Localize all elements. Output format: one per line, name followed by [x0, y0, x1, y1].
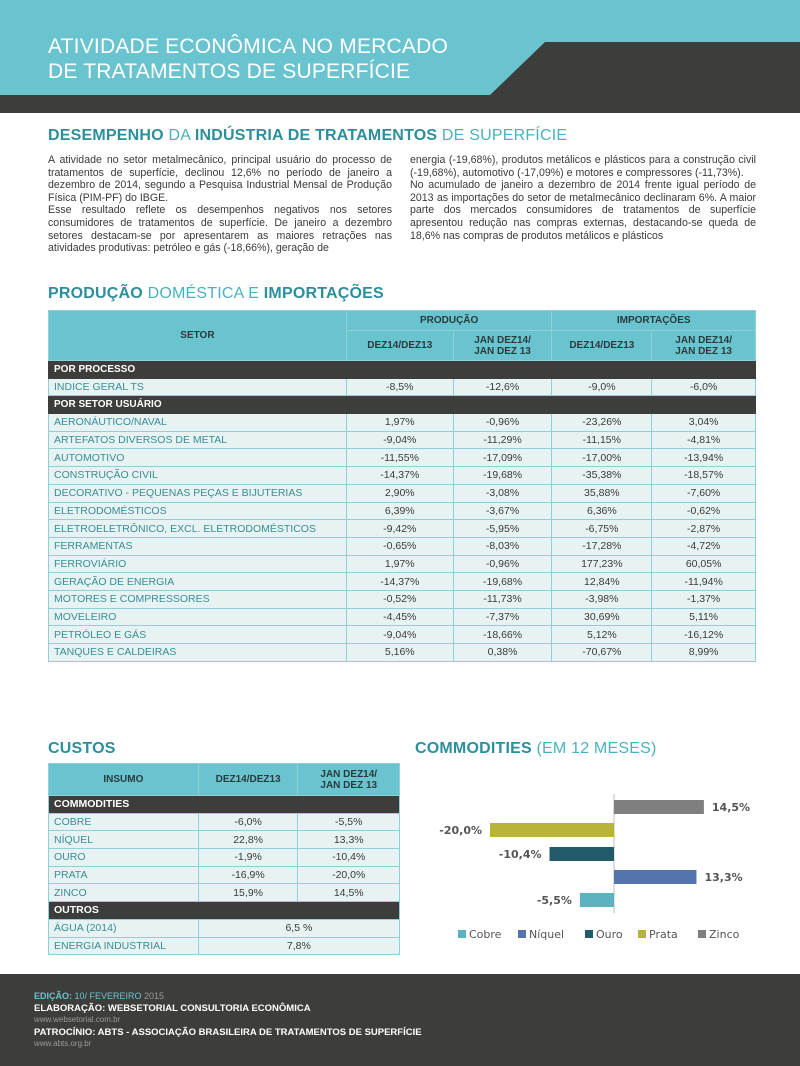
table-cell: 35,88% [552, 484, 652, 502]
row-label: INDICE GERAL TS [49, 378, 347, 396]
title-part: DA [163, 127, 195, 144]
table-row [49, 449, 756, 467]
group-row [49, 902, 400, 920]
table-row [49, 644, 756, 662]
table-cell: 5,11% [652, 608, 756, 626]
table-cell: -1,37% [652, 590, 756, 608]
table-cell: -20,0% [298, 866, 400, 884]
table-cell: -0,65% [346, 537, 453, 555]
header-line: JAN DEZ14/ [320, 768, 378, 780]
table-cell: -3,67% [453, 502, 552, 520]
table-cell: -70,67% [552, 644, 652, 662]
footer-patrocinio: PATROCÍNIO: ABTS - ASSOCIAÇÃO BRASILEIRA DE TRATAMENTOS DE SUPERFÍCIE [34, 1027, 422, 1038]
table-cell: -18,66% [453, 626, 552, 644]
table-cell: -11,55% [346, 449, 453, 467]
table-cell: 2,90% [346, 484, 453, 502]
title-part: PRODUÇÃO [48, 285, 143, 302]
table-cell: -13,94% [652, 449, 756, 467]
col-header-jan [652, 331, 756, 361]
legend-swatch [638, 930, 646, 938]
table-cell: 0,38% [453, 644, 552, 662]
legend-swatch [458, 930, 466, 938]
footer-patrocinio-link[interactable]: www.abts.org.br [34, 1039, 92, 1048]
row-label: PRATA [49, 866, 199, 884]
table-cell: 60,05% [652, 555, 756, 573]
table-cell: -14,37% [346, 573, 453, 591]
row-label: AERONÁUTICO/NAVAL [49, 414, 347, 432]
row-label: PETRÓLEO E GÁS [49, 626, 347, 644]
row-label: AUTOMOTIVO [49, 449, 347, 467]
table-cell: 22,8% [198, 831, 298, 849]
col-header-jan [298, 764, 400, 796]
table-row [49, 626, 756, 644]
col-header-dez: DEZ14/DEZ13 [346, 331, 453, 361]
col-header-dez: DEZ14/DEZ13 [198, 764, 298, 796]
table-row [49, 502, 756, 520]
legend-label: Prata [649, 928, 678, 941]
group-row [49, 396, 756, 414]
table-cell: -4,45% [346, 608, 453, 626]
page-title-line2: DE TRATAMENTOS DE SUPERFÍCIE [48, 60, 411, 83]
row-label: ZINCO [49, 884, 199, 902]
table-cell: -12,6% [453, 378, 552, 396]
row-label: ELETROELETRÔNICO, EXCL. ELETRODOMÉSTICOS [49, 520, 347, 538]
header-line: JAN DEZ 13 [320, 779, 378, 791]
table-row [49, 484, 756, 502]
section-title-desempenho [48, 127, 567, 145]
table-cell: 5,12% [552, 626, 652, 644]
table-row [49, 537, 756, 555]
bar-prata [490, 823, 614, 837]
table-cell: -7,37% [453, 608, 552, 626]
row-label: GERAÇÃO DE ENERGIA [49, 573, 347, 591]
row-label: FERRAMENTAS [49, 537, 347, 555]
group-label: OUTROS [49, 902, 400, 920]
table-cell: -35,38% [552, 467, 652, 485]
table-cell: 14,5% [298, 884, 400, 902]
table-cell: -9,04% [346, 626, 453, 644]
table-cell: 6,5 % [198, 919, 399, 937]
edition-year: 2015 [141, 991, 165, 1001]
table-cell: -17,28% [552, 537, 652, 555]
table-row [49, 414, 756, 432]
group-label: POR SETOR USUÁRIO [49, 396, 756, 414]
table-cell: -4,72% [652, 537, 756, 555]
table-row [49, 467, 756, 485]
commodities-bar-chart [410, 770, 770, 950]
title-part: COMMODITIES [415, 740, 532, 757]
table-cell: -9,04% [346, 431, 453, 449]
group-label: COMMODITIES [49, 796, 400, 814]
edition-value: 10/ FEVEREIRO [72, 991, 142, 1001]
intro-column-1 [48, 154, 392, 255]
table-row [49, 849, 400, 867]
table-cell: -3,08% [453, 484, 552, 502]
table-cell: 30,69% [552, 608, 652, 626]
legend-label: Zinco [709, 928, 740, 941]
table-cell: -4,81% [652, 431, 756, 449]
paragraph: Esse resultado reflete os desempenhos negativos nos setores consumidores de tratamentos de superfície. De janeiro a dezembro setores destacam-se por apresentarem as maiores retrações nas atividades produtivas: petróleo e gás (-18,66%), geração de [48, 204, 392, 255]
title-part: INDÚSTRIA DE TRATAMENTOS [194, 127, 438, 144]
table-cell: -6,75% [552, 520, 652, 538]
page-title [48, 34, 448, 84]
intro-column-2 [410, 154, 756, 242]
table-cell: 177,23% [552, 555, 652, 573]
data-label: -5,5% [536, 894, 572, 907]
row-label: NÍQUEL [49, 831, 199, 849]
table-cell: -11,29% [453, 431, 552, 449]
legend-swatch [698, 930, 706, 938]
row-label: MOTORES E COMPRESSORES [49, 590, 347, 608]
title-part: DOMÉSTICA E [142, 285, 264, 302]
table-row [49, 378, 756, 396]
data-label: 14,5% [711, 801, 751, 814]
col-header-importacoes: IMPORTAÇÕES [552, 311, 756, 331]
paragraph: No acumulado de janeiro a dezembro de 2014 frente igual período de 2013 as importações do setor de metalmecânico declinaram 6%. A maior parte dos mercados consumidores de tratamentos de superfície apresentou redução nas compras externas, destacando-se queda de 18,6% nas compras de produtos metálicos e plásticos [410, 179, 756, 242]
table-cell: 1,97% [346, 555, 453, 573]
table-row [49, 555, 756, 573]
data-label: -20,0% [439, 824, 482, 837]
bar-cobre [580, 893, 614, 907]
col-header-dez: DEZ14/DEZ13 [552, 331, 652, 361]
table-cell: 6,39% [346, 502, 453, 520]
table-cell: -0,96% [453, 555, 552, 573]
legend-label: Cobre [469, 928, 502, 941]
table-cell: -1,9% [198, 849, 298, 867]
paragraph: A atividade no setor metalmecânico, principal usuário do processo de tratamentos de superfície, declinou 12,6% no período de janeiro a dezembro de 2014, segundo a Pesquisa Industrial Mensal de Produção Física (PIM-PF) do IBGE. [48, 154, 392, 204]
col-header-producao: PRODUÇÃO [346, 311, 552, 331]
table-cell: -8,5% [346, 378, 453, 396]
table-cell: -0,52% [346, 590, 453, 608]
footer-elaboracao-link[interactable]: www.websetorial.com.br [34, 1015, 121, 1024]
production-imports-table [48, 310, 756, 662]
table-cell: -8,03% [453, 537, 552, 555]
table-cell: 15,9% [198, 884, 298, 902]
row-label: ENERGIA INDUSTRIAL [49, 937, 199, 955]
bar-zinco [614, 800, 704, 814]
title-part: DE SUPERFÍCIE [437, 127, 568, 144]
data-label: -10,4% [498, 848, 542, 861]
group-label: POR PROCESSO [49, 361, 756, 379]
footer-edition [34, 991, 164, 1001]
title-part: IMPORTAÇÕES [263, 285, 384, 302]
section-title-custos: CUSTOS [48, 740, 116, 757]
table-row [49, 937, 400, 955]
section-title-producao [48, 285, 384, 303]
header-line: JAN DEZ 13 [675, 345, 732, 357]
row-label: MOVELEIRO [49, 608, 347, 626]
table-cell: 5,16% [346, 644, 453, 662]
table-row [49, 919, 400, 937]
legend-label: Níquel [529, 928, 565, 941]
row-label: ÁGUA (2014) [49, 919, 199, 937]
header-line: JAN DEZ14/ [474, 334, 531, 346]
row-label: CONSTRUÇÃO CIVIL [49, 467, 347, 485]
row-label: OURO [49, 849, 199, 867]
table-cell: 7,8% [198, 937, 399, 955]
footer-elaboracao: ELABORAÇÃO: WEBSETORIAL CONSULTORIA ECONÔMICA [34, 1003, 311, 1014]
table-row [49, 520, 756, 538]
table-cell: -18,57% [652, 467, 756, 485]
table-cell: -19,68% [453, 573, 552, 591]
table-cell: -6,0% [198, 813, 298, 831]
col-header-setor: SETOR [49, 311, 347, 361]
table-row [49, 573, 756, 591]
legend-label: Ouro [596, 928, 623, 941]
legend-swatch [585, 930, 593, 938]
table-cell: 12,84% [552, 573, 652, 591]
table-cell: -11,94% [652, 573, 756, 591]
edition-label: EDIÇÃO: [34, 991, 72, 1001]
title-part: (EM 12 MESES) [531, 740, 657, 757]
group-row [49, 361, 756, 379]
table-row [49, 866, 400, 884]
header-line: JAN DEZ14/ [675, 334, 732, 346]
row-label: TANQUES E CALDEIRAS [49, 644, 347, 662]
bar-niquel [614, 870, 696, 884]
table-cell: -17,00% [552, 449, 652, 467]
row-label: COBRE [49, 813, 199, 831]
table-row [49, 831, 400, 849]
table-cell: 13,3% [298, 831, 400, 849]
row-label: ELETRODOMÉSTICOS [49, 502, 347, 520]
bar-ouro [550, 847, 614, 861]
table-cell: -11,73% [453, 590, 552, 608]
table-row [49, 431, 756, 449]
col-header-jan [453, 331, 552, 361]
table-cell: -10,4% [298, 849, 400, 867]
table-cell: -9,0% [552, 378, 652, 396]
table-cell: -23,26% [552, 414, 652, 432]
paragraph: energia (-19,68%), produtos metálicos e plásticos para a construção civil (-19,68%), automotivo (-17,09%) e motores e compressores (-11,73%). [410, 154, 756, 179]
table-cell: -5,95% [453, 520, 552, 538]
section-title-commodities [415, 740, 656, 758]
col-header-insumo: INSUMO [49, 764, 199, 796]
table-row [49, 590, 756, 608]
table-row [49, 813, 400, 831]
header-line: JAN DEZ 13 [474, 345, 531, 357]
table-cell: -14,37% [346, 467, 453, 485]
table-cell: 3,04% [652, 414, 756, 432]
table-cell: -5,5% [298, 813, 400, 831]
table-cell: -17,09% [453, 449, 552, 467]
table-cell: -6,0% [652, 378, 756, 396]
table-cell: -9,42% [346, 520, 453, 538]
table-cell: -16,12% [652, 626, 756, 644]
table-row [49, 884, 400, 902]
table-cell: -2,87% [652, 520, 756, 538]
table-cell: -0,62% [652, 502, 756, 520]
row-label: FERROVIÁRIO [49, 555, 347, 573]
table-cell: -0,96% [453, 414, 552, 432]
table-cell: 6,36% [552, 502, 652, 520]
title-part: DESEMPENHO [48, 127, 164, 144]
table-cell: -19,68% [453, 467, 552, 485]
data-label: 13,3% [704, 871, 743, 884]
table-cell: -7,60% [652, 484, 756, 502]
row-label: DECORATIVO - PEQUENAS PEÇAS E BIJUTERIAS [49, 484, 347, 502]
footer [0, 974, 800, 1066]
costs-table [48, 763, 400, 955]
table-row [49, 608, 756, 626]
table-cell: 8,99% [652, 644, 756, 662]
table-cell: 1,97% [346, 414, 453, 432]
page-title-line1: ATIVIDADE ECONÔMICA NO MERCADO [48, 35, 448, 58]
table-cell: -3,98% [552, 590, 652, 608]
group-row [49, 796, 400, 814]
table-cell: -11,15% [552, 431, 652, 449]
row-label: ARTEFATOS DIVERSOS DE METAL [49, 431, 347, 449]
legend-swatch [518, 930, 526, 938]
table-cell: -16,9% [198, 866, 298, 884]
